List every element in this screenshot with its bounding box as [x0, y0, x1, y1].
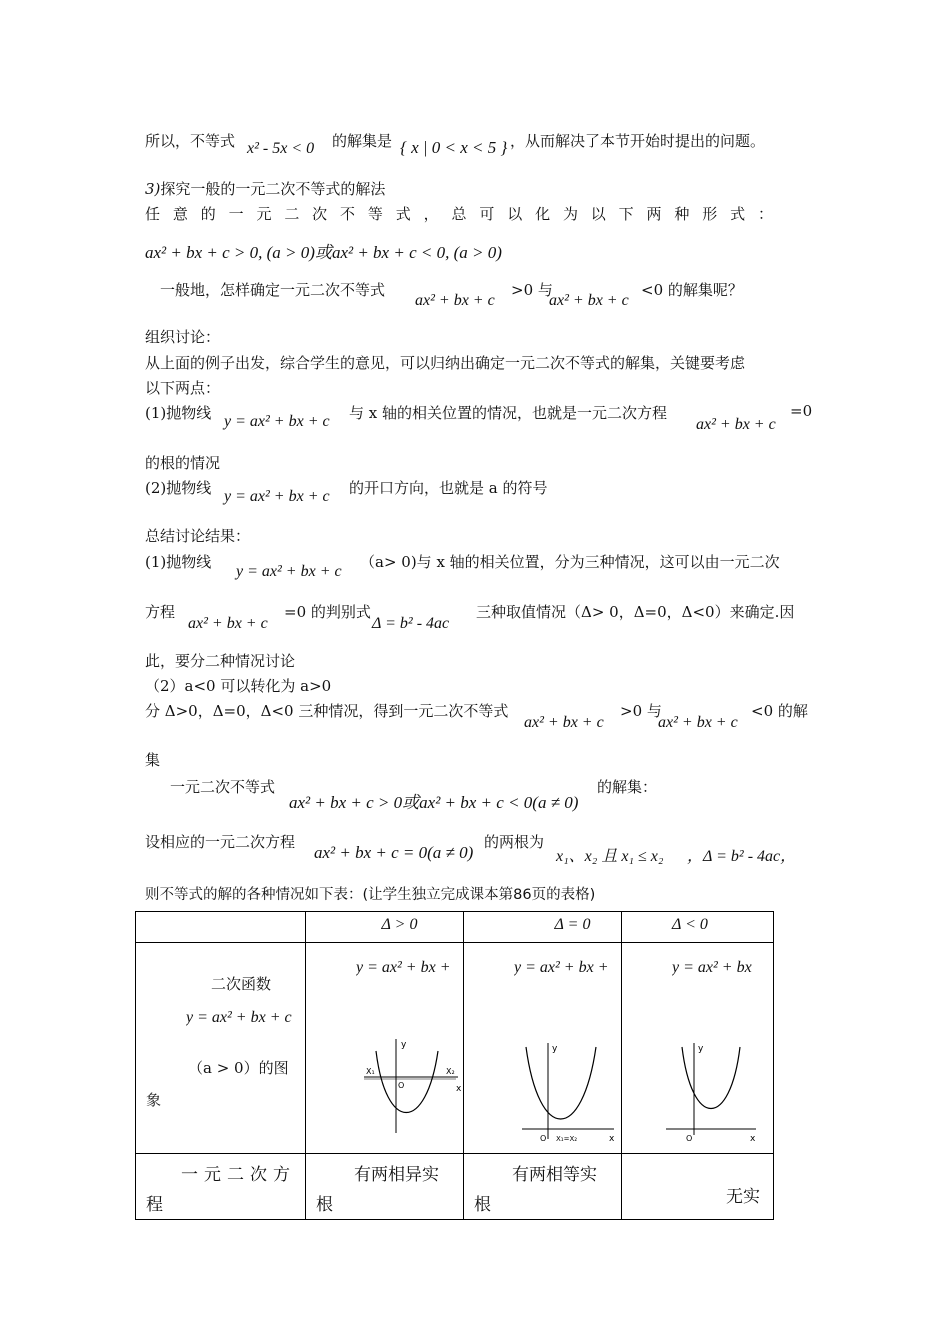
row1-label-line2: y = ax² + bx + c: [186, 1009, 292, 1026]
graph1-y-label: y: [401, 1040, 407, 1050]
table-header-empty: [136, 912, 306, 943]
row2-label-line2: 程: [146, 1195, 163, 1215]
graph-cell-two-roots: [306, 943, 464, 1154]
graph2-parabola: [526, 1047, 596, 1119]
question-mid: >0 与: [511, 281, 553, 299]
roots-cell-gt: [306, 1154, 464, 1220]
roots-eq-line1: 有两相等实: [512, 1165, 597, 1185]
solution-table: [135, 911, 774, 1220]
table-header-lt: Δ < 0: [622, 912, 774, 943]
discussion-p1-pre: (1)抛物线: [145, 404, 212, 422]
summary-s5-pre: 分 Δ>0，Δ=0，Δ<0 三种情况，得到一元二次不等式: [145, 702, 509, 720]
discussion-p1-expr2: ax² + bx + c: [696, 416, 776, 433]
summary-s5-expr1: ax² + bx + c: [524, 714, 604, 731]
general-post: 的解集：: [597, 778, 658, 796]
summary-s1-post: （a> 0)与 x 轴的相关位置，分为三种情况，这可以由一元二次: [360, 553, 780, 571]
section3-forms: ax² + bx + c > 0, (a > 0)或ax² + bx + c < 0, (a > 0): [145, 243, 502, 262]
summary-s4: （2）a<0 可以转化为 a>0: [145, 677, 332, 695]
discussion-heading: 组织讨论：: [145, 328, 221, 346]
roots-mid: 的两根为: [484, 833, 545, 851]
summary-s5-mid: >0 与: [620, 702, 662, 720]
graph-one-root: [464, 943, 622, 1154]
discussion-para2: 以下两点：: [145, 379, 221, 397]
graph3-x-label: x: [750, 1134, 756, 1144]
graph3-formula: y = ax² + bx: [672, 959, 752, 976]
discussion-p1-tail: 的根的情况: [145, 454, 221, 472]
discussion-para1: 从上面的例子出发，综合学生的意见，可以归纳出确定一元二次不等式的解集，关键要考虑: [145, 354, 746, 372]
graph2-formula: y = ax² + bx +: [514, 959, 609, 976]
section3-heading: 3)探究一般的一元二次不等式的解法: [145, 180, 386, 198]
row1-label-line4: 象: [146, 1091, 162, 1109]
graph3-origin-label: O: [686, 1134, 693, 1143]
question-after: <0 的解集呢？: [641, 281, 743, 299]
row1-label-line3: （a > 0）的图: [188, 1059, 289, 1077]
line1-after: ，从而解决了本节开始时提出的问题。: [510, 132, 766, 150]
summary-s1-expr: y = ax² + bx + c: [236, 563, 342, 580]
row1-label-cell: [136, 943, 306, 1154]
row2-label-line1: 一元二次方: [181, 1165, 296, 1185]
summary-s2-post: 三种取值情况（Δ> 0，Δ=0，Δ<0）来确定.因: [476, 603, 795, 621]
roots-expr: ax² + bx + c = 0(a ≠ 0): [314, 843, 474, 862]
line1: 所以，不等式: [145, 132, 236, 150]
graph1-origin-label: O: [398, 1081, 405, 1090]
summary-s6: 集: [145, 751, 161, 769]
summary-s5-post: <0 的解: [751, 702, 808, 720]
graph1-formula: y = ax² + bx +: [356, 959, 451, 976]
table-header-eq: Δ = 0: [464, 912, 622, 943]
table-header-gt: Δ > 0: [306, 912, 464, 943]
graph3-parabola: [682, 1047, 740, 1109]
roots-pre: 设相应的一元二次方程: [145, 833, 296, 851]
summary-s5-expr2: ax² + bx + c: [658, 714, 738, 731]
discussion-p1-expr: y = ax² + bx + c: [224, 413, 330, 430]
summary-s2-mid: =0 的判别式: [284, 603, 371, 621]
summary-s2-pre: 方程: [145, 603, 176, 621]
roots-gt-line2: 根: [316, 1195, 333, 1215]
row2-label-cell: [136, 1154, 306, 1220]
graph-cell-one-root: [464, 943, 622, 1154]
roots-cell-eq: [464, 1154, 622, 1220]
roots-cell-lt: [622, 1154, 774, 1220]
summary-s2-expr: ax² + bx + c: [188, 615, 268, 632]
summary-heading: 总结讨论结果：: [145, 527, 251, 545]
table-header-row: [136, 912, 774, 943]
graph1-parabola: [376, 1051, 438, 1113]
graph-two-roots: [306, 943, 464, 1154]
graph1-x1-label: X₁: [366, 1067, 375, 1076]
section3-intro: 任意的一元二次不等式，总可以化为以下两种形式：: [145, 205, 773, 223]
line1-expr: x² - 5x < 0: [247, 140, 315, 157]
general-expr: ax² + bx + c > 0或ax² + bx + c < 0(a ≠ 0): [289, 793, 579, 812]
roots-x1x2: x₁、x₂ 且 x₁ ≤ x₂: [556, 848, 664, 865]
graph-no-root: [622, 943, 774, 1154]
question-expr1: ax² + bx + c: [415, 292, 495, 309]
graph2-x-label: x: [609, 1134, 615, 1144]
graph2-x1x2-label: X₁=X₂: [556, 1135, 578, 1143]
table-row-roots: [136, 1154, 774, 1220]
table-row-graph: [136, 943, 774, 1154]
general-pre: 一元二次不等式: [170, 778, 276, 796]
line1-set: { x | 0 < x < 5 }: [400, 138, 508, 157]
graph3-y-label: y: [698, 1044, 704, 1054]
discussion-p1-post: =0: [790, 402, 813, 420]
summary-s3: 此，要分二种情况讨论: [145, 652, 296, 670]
discussion-p2-post: 的开口方向，也就是 a 的符号: [349, 479, 548, 497]
roots-gt-line1: 有两相异实: [354, 1165, 439, 1185]
graph1-x-label: x: [456, 1084, 462, 1094]
discussion-p2-expr: y = ax² + bx + c: [224, 488, 330, 505]
question-before: 一般地，怎样确定一元二次不等式: [160, 281, 386, 299]
roots-delta: ，Δ = b² - 4ac，: [687, 848, 797, 865]
summary-s2-delta: Δ = b² - 4ac: [372, 615, 450, 632]
graph1-x2-label: X₂: [446, 1067, 455, 1076]
line1-mid: 的解集是: [332, 132, 393, 150]
discussion-p2-pre: (2)抛物线: [145, 479, 212, 497]
roots-eq-line2: 根: [474, 1195, 491, 1215]
discussion-p1-mid: 与 x 轴的相关位置的情况，也就是一元二次方程: [349, 404, 667, 422]
roots-lt-line1: 无实: [726, 1187, 760, 1207]
summary-s1-pre: (1)抛物线: [145, 553, 212, 571]
graph2-y-label: y: [552, 1044, 558, 1054]
graph-cell-no-root: [622, 943, 774, 1154]
graph2-origin-label: O: [540, 1134, 547, 1143]
row1-label-line1: 二次函数: [211, 975, 272, 993]
table-intro: 则不等式的解的各种情况如下表：(让学生独立完成课本第86页的表格): [145, 887, 596, 903]
question-expr2: ax² + bx + c: [549, 292, 629, 309]
